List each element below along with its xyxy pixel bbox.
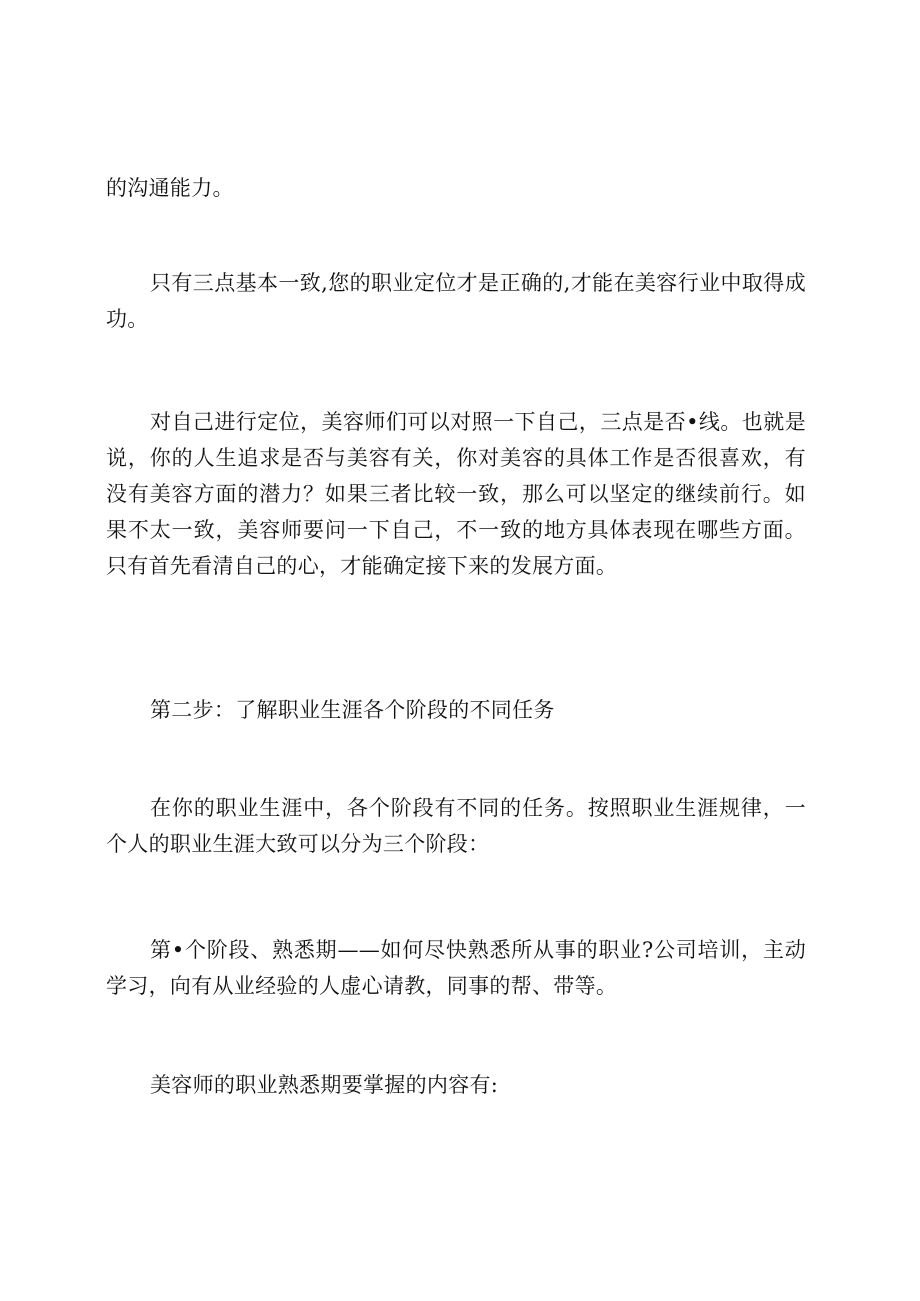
paragraph-career-stages: 在你的职业生涯中，各个阶段有不同的任务。按照职业生涯规律，一个人的职业生涯大致可以分为三个阶段：	[106, 796, 806, 856]
paragraph-consistency: 只有三点基本一致,您的职业定位才是正确的,才能在美容行业中取得成功。	[106, 271, 806, 331]
paragraph-familiarization-content: 美容师的职业熟悉期要掌握的内容有:	[150, 1073, 499, 1097]
paragraph-continuation: 的沟通能力。	[106, 176, 234, 200]
paragraph-stage-one: 第•个阶段、熟悉期——如何尽快熟悉所从事的职业?公司培训，主动学习，向有从业经验的人虚心请教，同事的帮、带等。	[106, 938, 806, 998]
section-heading-step-two: 第二步：了解职业生涯各个阶段的不同任务	[150, 698, 555, 722]
paragraph-self-positioning: 对自己进行定位，美容师们可以对照一下自己，三点是否•线。也就是说，你的人生追求是否与美容有关，你对美容的具体工作是否很喜欢，有没有美容方面的潜力？如果三者比较一致，那么可以坚定的继续前行。如果不太一致，美容师要问一下自己，不一致的地方具体表现在哪些方面。只有首先看清自己的心，才能确定接下来的发展方面。	[106, 410, 806, 578]
